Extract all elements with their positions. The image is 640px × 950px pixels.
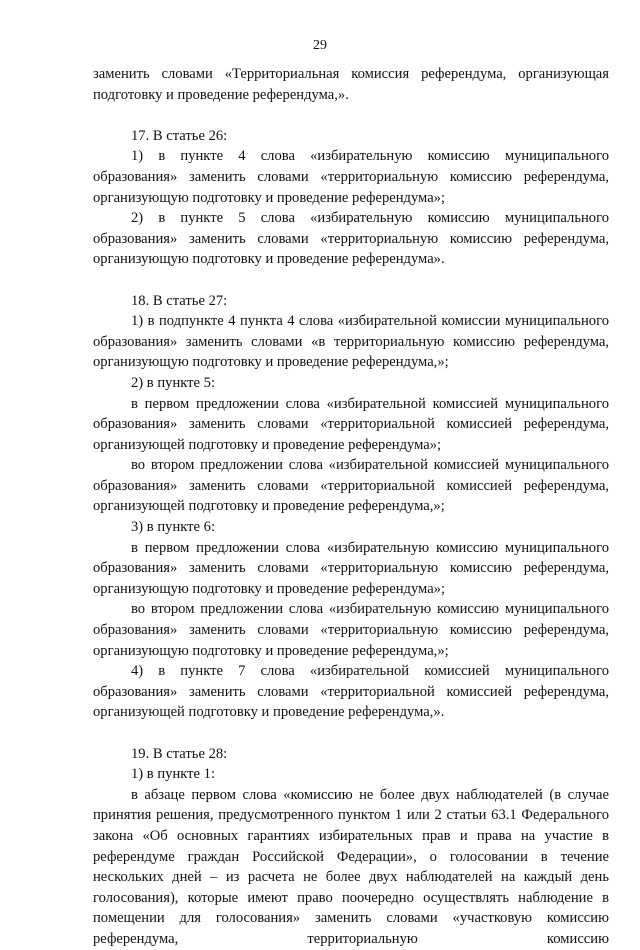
paragraph: заменить словами «Территориальная комиссия референдума, организующая подготовку и проведение референдума,». bbox=[93, 66, 609, 103]
paragraph: во втором предложении слова «избирательной комиссией муниципального образования» заменить словами «территориальной комиссией референдума, организующей подготовку и проведение референдума,»; bbox=[93, 457, 609, 515]
paragraph-gap bbox=[93, 723, 609, 744]
paragraph: во втором предложении слова «избирательную комиссию муниципального образования» заменить словами «территориальную комиссию референдума, организующую подготовку и проведение референдума,»; bbox=[93, 601, 609, 659]
document-body bbox=[93, 64, 609, 950]
paragraph: 19. В статье 28: bbox=[131, 745, 228, 762]
paragraph: 2) в пункте 5: bbox=[131, 374, 216, 391]
paragraph: 17. В статье 26: bbox=[131, 127, 228, 144]
paragraph: 4) в пункте 7 слова «избирательной комиссией муниципального образования» заменить словами «территориальной комиссией референдума, организующей подготовку и проведение референдума,». bbox=[93, 663, 609, 721]
paragraph: в первом предложении слова «избирательную комиссию муниципального образования» заменить словами «территориальную комиссию референдума, организующую подготовку и проведение референдума»; bbox=[93, 539, 609, 597]
paragraph-gap bbox=[93, 270, 609, 291]
paragraph: 18. В статье 27: bbox=[131, 292, 228, 309]
paragraph: в первом предложении слова «избирательной комиссией муниципального образования» заменить словами «территориальной комиссией референдума, организующей подготовку и проведение референдума»; bbox=[93, 395, 609, 453]
paragraph: 1) в подпункте 4 пункта 4 слова «избирательной комиссии муниципального образования» заменить словами «в территориальную комиссию референдума, организующую подготовку и проведение референдума,»; bbox=[93, 313, 609, 371]
paragraph: 3) в пункте 6: bbox=[131, 519, 216, 536]
paragraph: 1) в пункте 1: bbox=[131, 766, 216, 783]
paragraph: 1) в пункте 4 слова «избирательную комиссию муниципального образования» заменить словами «территориальную комиссию референдума, организующую подготовку и проведение референдума»; bbox=[93, 148, 609, 206]
paragraph-gap bbox=[93, 105, 609, 126]
paragraph: в абзаце первом слова «комиссию не более двух наблюдателей (в случае принятия решения, предусмотренного пунктом 1 или 2 статьи 63.1 Федерального закона «Об основных гарантиях избирательных прав и права на участие в референдуме граждан Российской Федерации», о голосовании в течение нескольких дней – из расчета не более двух наблюдателей на каждый день голосования), которые имеют право поочередно осуществлять наблюдение в помещении для голосования» заменить словами «участковую комиссию референдума, территориальную комиссию bbox=[93, 786, 609, 947]
page-number: 29 bbox=[313, 38, 327, 53]
paragraph: 2) в пункте 5 слова «избирательную комиссию муниципального образования» заменить словами «территориальную комиссию референдума, организующую подготовку и проведение референдума». bbox=[93, 210, 609, 268]
